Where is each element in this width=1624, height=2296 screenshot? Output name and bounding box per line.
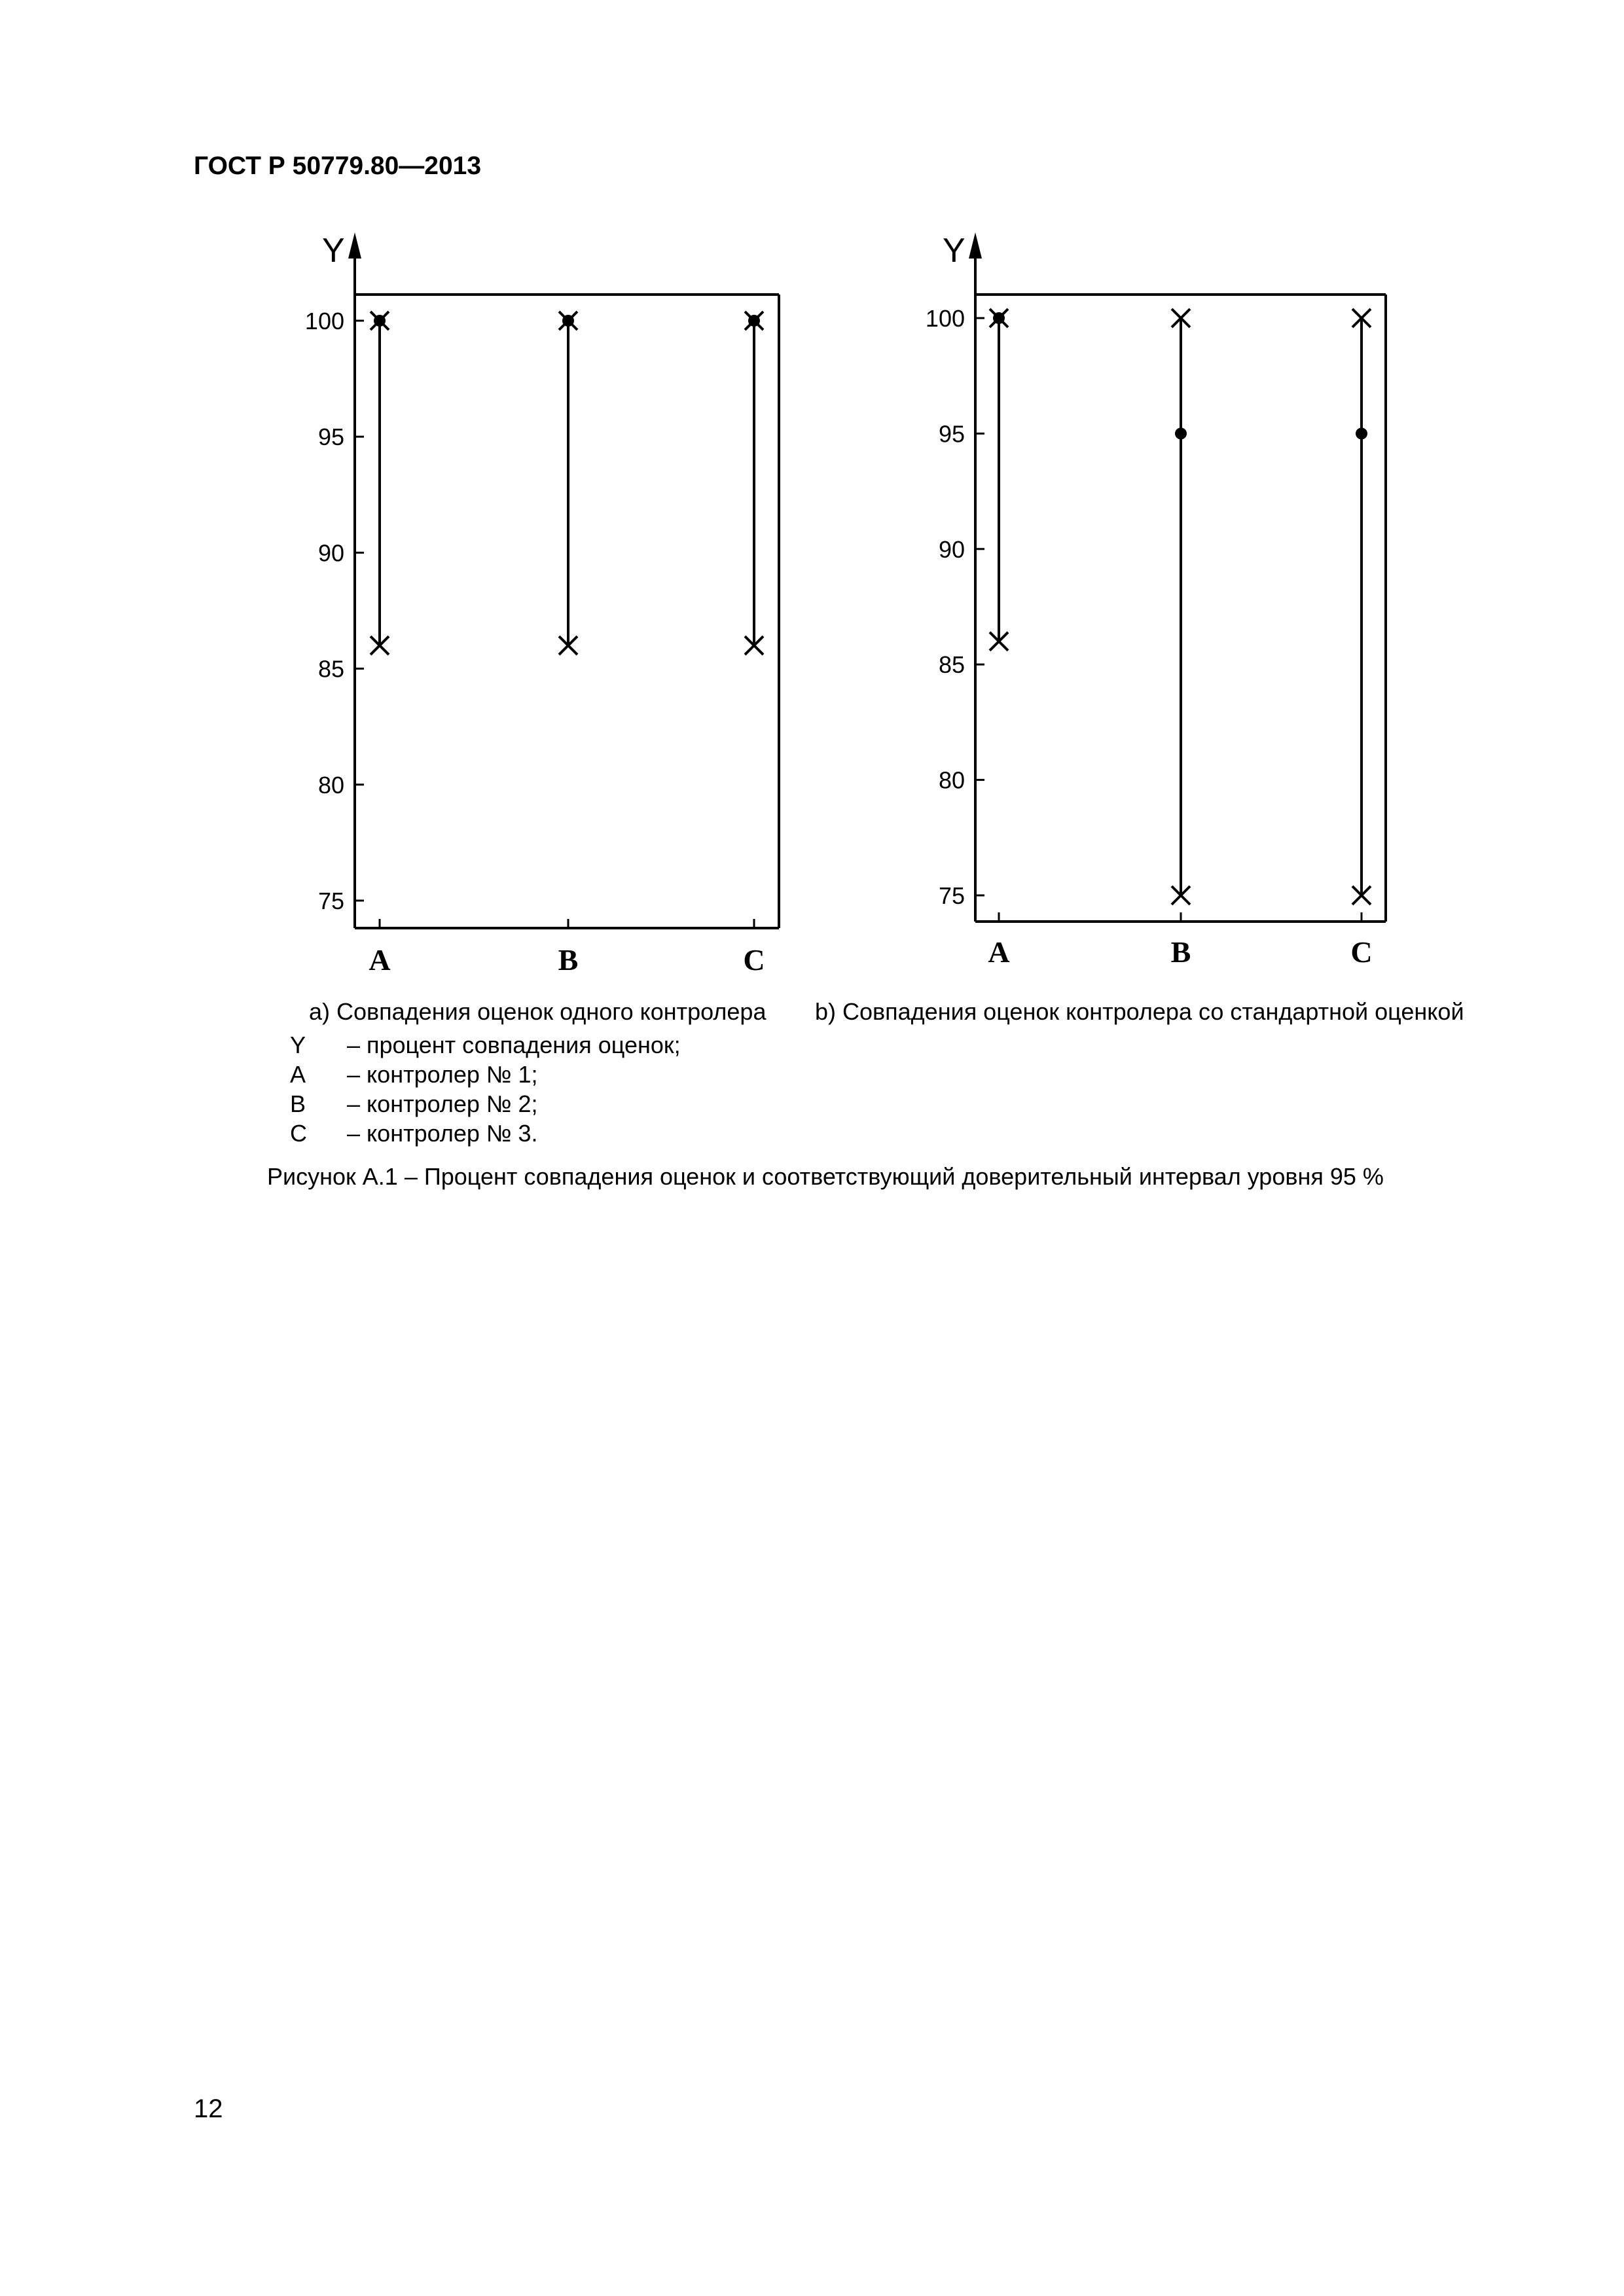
y-tick-label: 80 xyxy=(317,771,344,798)
legend-symbol: Y xyxy=(290,1031,306,1058)
y-tick-label: 75 xyxy=(317,888,344,914)
subcaption-b: b) Совпадения оценок контролера со стандартной оценкой xyxy=(815,998,1464,1025)
point-estimate-marker xyxy=(1175,427,1187,439)
legend-text: – контролер № 2; xyxy=(347,1090,538,1117)
legend-text: – процент совпадения оценок; xyxy=(347,1031,681,1058)
x-tick-label: B xyxy=(558,943,579,977)
y-axis-arrow xyxy=(969,232,982,259)
y-tick-label: 90 xyxy=(317,539,344,567)
x-tick-label: A xyxy=(988,935,1010,969)
subcaption-a: a) Совпадения оценок одного контролера xyxy=(309,998,767,1025)
figure-caption: Рисунок А.1 – Процент совпадения оценок и соответствующий доверительный интервал уровня 95 % xyxy=(267,1163,1384,1190)
y-tick-label: 100 xyxy=(304,308,344,334)
legend-row-b xyxy=(290,1089,681,1119)
y-tick-label: 100 xyxy=(925,305,965,332)
x-tick-label: B xyxy=(1170,935,1191,969)
legend-row-y xyxy=(290,1030,681,1060)
standard-header: ГОСТ Р 50779.80—2013 xyxy=(194,152,482,180)
legend-symbol: B xyxy=(290,1090,306,1117)
x-tick-label: C xyxy=(743,943,765,977)
legend xyxy=(290,1030,681,1148)
y-tick-label: 75 xyxy=(938,882,965,909)
y-tick-label: 80 xyxy=(938,766,965,794)
x-tick-label: C xyxy=(1350,935,1373,969)
point-estimate-marker xyxy=(993,312,1005,324)
legend-symbol: C xyxy=(290,1120,307,1147)
y-axis-label: Y xyxy=(322,232,345,270)
y-tick-label: 90 xyxy=(938,535,965,563)
y-axis-label: Y xyxy=(943,232,965,270)
point-estimate-marker xyxy=(1356,427,1367,439)
legend-row-a xyxy=(290,1060,681,1089)
y-tick-label: 95 xyxy=(938,420,965,448)
legend-row-c xyxy=(290,1119,681,1148)
y-tick-label: 85 xyxy=(938,651,965,679)
page-number: 12 xyxy=(194,2094,223,2123)
y-tick-label: 85 xyxy=(317,655,344,683)
legend-text: – контролер № 1; xyxy=(347,1061,538,1088)
legend-text: – контролер № 3. xyxy=(347,1120,538,1147)
x-tick-label: A xyxy=(369,943,391,977)
chart-b xyxy=(0,0,1624,1047)
y-tick-label: 95 xyxy=(317,423,344,451)
legend-symbol: A xyxy=(290,1061,306,1088)
